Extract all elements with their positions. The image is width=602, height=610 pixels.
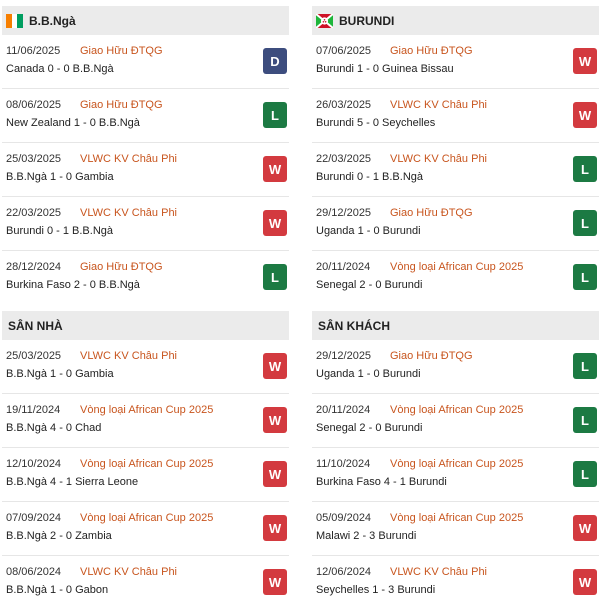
match-row[interactable]	[2, 394, 289, 448]
match-score: Burkina Faso 2 - 0 B.B.Ngà	[6, 279, 140, 291]
match-score: Burundi 5 - 0 Seychelles	[316, 117, 436, 129]
ivory-coast-flag-icon	[6, 14, 23, 28]
result-badge: W	[263, 461, 287, 487]
match-score: B.B.Ngà 4 - 0 Chad	[6, 422, 102, 434]
match-competition: Vòng loại African Cup 2025	[80, 512, 214, 524]
team-title: BURUNDI	[339, 13, 395, 28]
result-badge: W	[573, 569, 597, 595]
match-date: 26/03/2025	[316, 99, 372, 111]
match-score: B.B.Ngà 1 - 0 Gambia	[6, 368, 114, 380]
match-row[interactable]	[312, 394, 599, 448]
result-badge: W	[263, 353, 287, 379]
match-date: 11/06/2025	[6, 45, 61, 57]
match-date: 28/12/2024	[6, 261, 62, 273]
match-row[interactable]	[2, 197, 289, 251]
match-date: 11/10/2024	[316, 458, 371, 470]
match-score: Uganda 1 - 0 Burundi	[316, 225, 421, 237]
match-row[interactable]	[312, 502, 599, 556]
match-competition: Giao Hữu ĐTQG	[80, 261, 163, 273]
recent-matches-list	[2, 35, 289, 305]
match-date: 25/03/2025	[6, 350, 62, 362]
match-score: Senegal 2 - 0 Burundi	[316, 279, 423, 291]
home-matches-list	[2, 340, 289, 610]
match-date: 08/06/2024	[6, 566, 62, 578]
match-date: 07/09/2024	[6, 512, 62, 524]
section-title: SÂN NHÀ	[8, 318, 63, 333]
match-competition: VLWC KV Châu Phi	[80, 350, 178, 362]
match-competition: VLWC KV Châu Phi	[390, 153, 488, 165]
match-competition: Vòng loại African Cup 2025	[390, 404, 524, 416]
match-competition: Vòng loại African Cup 2025	[390, 458, 524, 470]
section-title: SÂN KHÁCH	[318, 318, 390, 333]
match-competition: Giao Hữu ĐTQG	[390, 350, 473, 362]
match-score: B.B.Ngà 1 - 0 Gabon	[6, 584, 109, 596]
result-badge: W	[263, 515, 287, 541]
match-competition: VLWC KV Châu Phi	[390, 99, 488, 111]
match-row[interactable]	[2, 448, 289, 502]
match-competition: Giao Hữu ĐTQG	[80, 99, 163, 111]
result-badge: L	[573, 407, 597, 433]
result-badge: W	[573, 102, 597, 128]
match-row[interactable]	[312, 251, 599, 305]
away-matches-list	[312, 340, 599, 610]
left-team-column	[2, 6, 289, 610]
match-row[interactable]	[2, 502, 289, 556]
match-row[interactable]	[312, 89, 599, 143]
match-row[interactable]	[2, 35, 289, 89]
match-competition: VLWC KV Châu Phi	[390, 566, 488, 578]
team-header	[2, 6, 289, 35]
match-row[interactable]	[2, 89, 289, 143]
match-score: B.B.Ngà 2 - 0 Zambia	[6, 530, 112, 542]
result-badge: W	[263, 210, 287, 236]
section-header	[312, 311, 599, 340]
right-team-column	[312, 6, 599, 610]
result-badge: L	[573, 156, 597, 182]
match-row[interactable]	[312, 556, 599, 610]
match-competition: Vòng loại African Cup 2025	[390, 512, 524, 524]
match-row[interactable]	[2, 340, 289, 394]
match-date: 07/06/2025	[316, 45, 372, 57]
result-badge: D	[263, 48, 287, 74]
match-score: Malawi 2 - 3 Burundi	[316, 530, 417, 542]
match-score: Senegal 2 - 0 Burundi	[316, 422, 423, 434]
match-date: 19/11/2024	[6, 404, 61, 416]
match-row[interactable]	[2, 556, 289, 610]
match-date: 20/11/2024	[316, 261, 371, 273]
match-competition: Giao Hữu ĐTQG	[390, 45, 473, 57]
match-competition: Vòng loại African Cup 2025	[80, 404, 214, 416]
match-competition: VLWC KV Châu Phi	[80, 207, 178, 219]
result-badge: L	[573, 264, 597, 290]
team-title: B.B.Ngà	[29, 13, 76, 28]
match-competition: VLWC KV Châu Phi	[80, 566, 178, 578]
match-score: B.B.Ngà 1 - 0 Gambia	[6, 171, 114, 183]
match-date: 22/03/2025	[6, 207, 62, 219]
section-header	[2, 311, 289, 340]
match-row[interactable]	[2, 143, 289, 197]
result-badge: L	[263, 264, 287, 290]
match-score: Burkina Faso 4 - 1 Burundi	[316, 476, 447, 488]
result-badge: W	[263, 156, 287, 182]
match-competition: Giao Hữu ĐTQG	[390, 207, 473, 219]
match-competition: Giao Hữu ĐTQG	[80, 45, 163, 57]
result-badge: W	[263, 407, 287, 433]
match-date: 12/10/2024	[6, 458, 62, 470]
match-date: 08/06/2025	[6, 99, 62, 111]
team-header	[312, 6, 599, 35]
match-score: New Zealand 1 - 0 B.B.Ngà	[6, 117, 140, 129]
match-competition: Vòng loại African Cup 2025	[80, 458, 214, 470]
result-badge: W	[573, 515, 597, 541]
match-date: 20/11/2024	[316, 404, 371, 416]
match-date: 12/06/2024	[316, 566, 372, 578]
match-score: Canada 0 - 0 B.B.Ngà	[6, 63, 114, 75]
match-date: 25/03/2025	[6, 153, 62, 165]
match-row[interactable]	[312, 197, 599, 251]
match-score: Seychelles 1 - 3 Burundi	[316, 584, 436, 596]
result-badge: W	[573, 48, 597, 74]
result-badge: L	[573, 210, 597, 236]
match-score: B.B.Ngà 4 - 1 Sierra Leone	[6, 476, 139, 488]
match-score: Uganda 1 - 0 Burundi	[316, 368, 421, 380]
match-row[interactable]	[312, 35, 599, 89]
recent-matches-list	[312, 35, 599, 305]
match-date: 22/03/2025	[316, 153, 372, 165]
match-row[interactable]	[2, 251, 289, 305]
match-score: Burundi 1 - 0 Guinea Bissau	[316, 63, 454, 75]
match-score: Burundi 0 - 1 B.B.Ngà	[6, 225, 114, 237]
result-badge: L	[573, 353, 597, 379]
match-competition: Vòng loại African Cup 2025	[390, 261, 524, 273]
result-badge: L	[263, 102, 287, 128]
match-row[interactable]	[312, 340, 599, 394]
result-badge: W	[263, 569, 287, 595]
match-row[interactable]	[312, 448, 599, 502]
match-date: 29/12/2025	[316, 350, 372, 362]
match-row[interactable]	[312, 143, 599, 197]
match-date: 05/09/2024	[316, 512, 372, 524]
result-badge: L	[573, 461, 597, 487]
match-score: Burundi 0 - 1 B.B.Ngà	[316, 171, 424, 183]
burundi-flag-icon	[316, 14, 333, 28]
match-competition: VLWC KV Châu Phi	[80, 153, 178, 165]
match-date: 29/12/2025	[316, 207, 372, 219]
